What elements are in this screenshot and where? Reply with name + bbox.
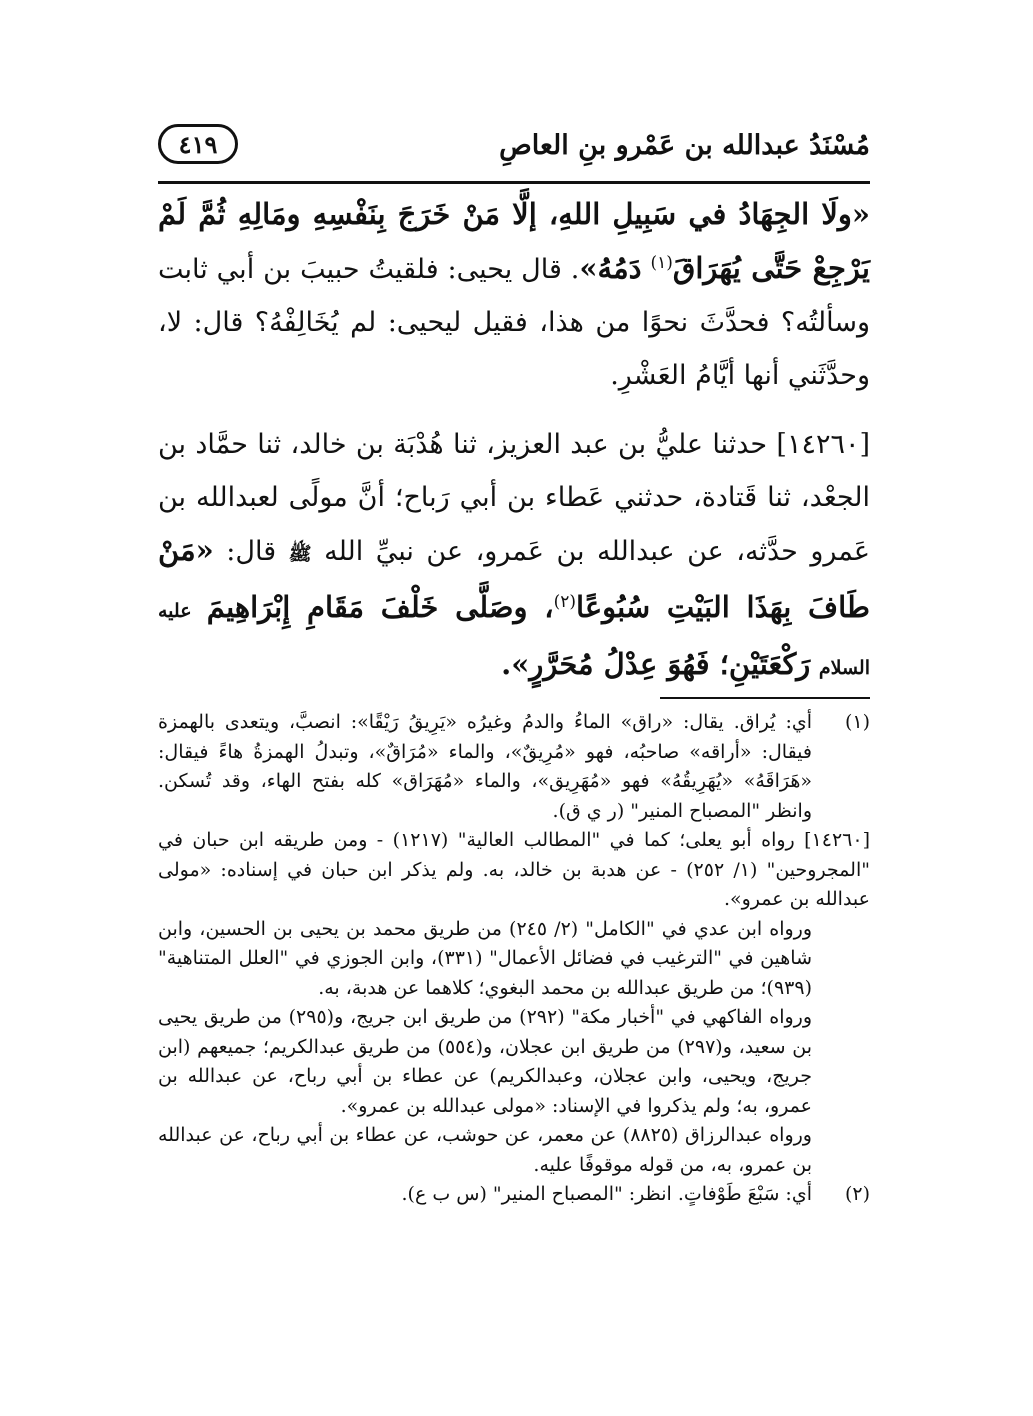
paragraph-2-text-2: قال: bbox=[226, 536, 277, 567]
footnote-2-text: أي: سَبْعَ طَوْفاتٍ. انظر: "المصباح المنير" (س ب ع). bbox=[401, 1183, 812, 1205]
paragraph-1-text: . قال يحيى: فلقيتُ حبيبَ بن أبي ثابت وسألتُه؟ فحدَّثَ نحوًا من هذا، فقيل ليحيى: لم يُخَالِفْهُ؟ قال: لا، وحدَّثَني أنها أيَّامُ العَشْرِ. bbox=[158, 254, 870, 391]
takhrij-para-2: ورواه ابن عدي في "الكامل" (٢/ ٢٤٥) من طريق محمد بن يحيى بن الحسين، وابن شاهين في "الترغيب في فضائل الأعمال" (٣٣١)، وابن الجوزي في "العلل المتناهية" (٩٣٩)؛ من طريق عبدالله بن محمد البغوي؛ كلاهما عن هدبة، به. bbox=[158, 917, 812, 999]
takhrij-para-4: ورواه عبدالرزاق (٨٨٢٥) عن معمر، عن حوشب، عن عطاء بن أبي رباح، عن عبدالله بن عمرو، به، من قوله موقوفًا عليه. bbox=[158, 1124, 812, 1176]
paragraph-2-text: [١٤٢٦٠] حدثنا عليُّ بن عبد العزيز، ثنا هُدْبَة بن خالد، ثنا حمَّاد بن الجعْد، ثنا قَتادة، حدثني عَطاء بن أبي رَباح؛ أنَّ مولًى لعبدالله بن عَمرو حدَّثه، عن عبدالله بن عَمرو، عن نبيِّ الله bbox=[158, 429, 870, 567]
footnotes bbox=[158, 708, 870, 1210]
paragraph-1 bbox=[158, 188, 870, 402]
hadith-quote-end: دَمُهُ» bbox=[579, 251, 642, 285]
footnote-2 bbox=[158, 1180, 870, 1210]
salawat-glyph: ﷺ bbox=[288, 543, 312, 565]
page-number: ٤١٩ bbox=[158, 124, 238, 164]
takhrij-lead: [١٤٢٦٠] رواه أبو يعلى؛ كما في "المطالب العالية" (١٢١٧) - ومن طريقه ابن حبان في "المجروحين" (١/ ٢٥٢) - عن هدبة بن خالد، به. ولم يذكر ابن حبان في إسناده: «مولى عبدالله بن عمرو». bbox=[158, 829, 870, 910]
footnote-ref-1: (١) bbox=[650, 253, 673, 273]
footnote-rule bbox=[660, 697, 870, 699]
alayhi-salam-glyph: عليه السلام bbox=[158, 600, 870, 679]
takhrij-para-3: ورواه الفاكهي في "أخبار مكة" (٢٩٢) من طريق ابن جريج، و(٢٩٥) من طريق يحيى بن سعيد، و(٢٩٧) من طريق ابن عجلان، و(٥٥٤) من طريق عبدالكريم؛ جميعهم (ابن جريج، ويحيى، وابن عجلان، وعبدالكريم) عن عطاء بن أبي رباح، عن عبدالله بن عمرو، به؛ ولم يذكروا في الإسناد: «مولى عبدالله بن عمرو». bbox=[158, 1006, 813, 1117]
hadith-quote-2: «مَنْ طَافَ بِهَذَا البَيْتِ سُبُوعًا bbox=[158, 533, 870, 624]
hadith-quote-2b: ، وصَلَّى خَلْفَ مَقَامِ إِبْرَاهِيمَ bbox=[206, 590, 554, 624]
page-header bbox=[158, 118, 870, 176]
paragraph-2 bbox=[158, 418, 870, 695]
hadith-quote-2c: رَكْعَتَيْنِ؛ فَهُوَ عِدْلُ مُحَرَّرٍ». bbox=[501, 647, 811, 681]
header-rule bbox=[158, 181, 870, 184]
hadith-quote: «ولَا الجِهَادُ في سَبِيلِ اللهِ، إلَّا مَنْ خَرَجَ بِنَفْسِهِ ومَالِهِ ثُمَّ لَمْ يَرْجِعْ حَتَّى يُهَرَاقَ bbox=[158, 197, 870, 285]
footnote-1-text: أي: يُراق. يقال: «راق» الماءُ والدمُ وغيرُه «يَرِيقُ رَيْقًا»: انصبَّ، ويتعدى بالهمزة فيقال: «أراقه» صاحبُه، فهو «مُرِيقٌ»، والماء «مُرَاقٌ»، وتبدلُ الهمزةُ هاءً فيقال: «هَرَاقَهُ» «يُهَرِيقُهُ» فهو «مُهَرِيق»، والماء «مُهَرَاق» كله بفتح الهاء، وقد تُسكن. وانظر "المصباح المنير" (ر ي ق). bbox=[158, 711, 812, 822]
footnote-1-number: (١) bbox=[844, 711, 870, 733]
footnote-1 bbox=[158, 708, 870, 826]
footnote-ref-2: (٢) bbox=[553, 592, 577, 612]
main-text bbox=[158, 188, 870, 695]
takhrij-note bbox=[158, 826, 870, 915]
footnote-2-number: (٢) bbox=[844, 1183, 870, 1205]
running-title: مُسْنَدُ عبدالله بن عَمْرو بنِ العاصِ bbox=[499, 130, 870, 161]
